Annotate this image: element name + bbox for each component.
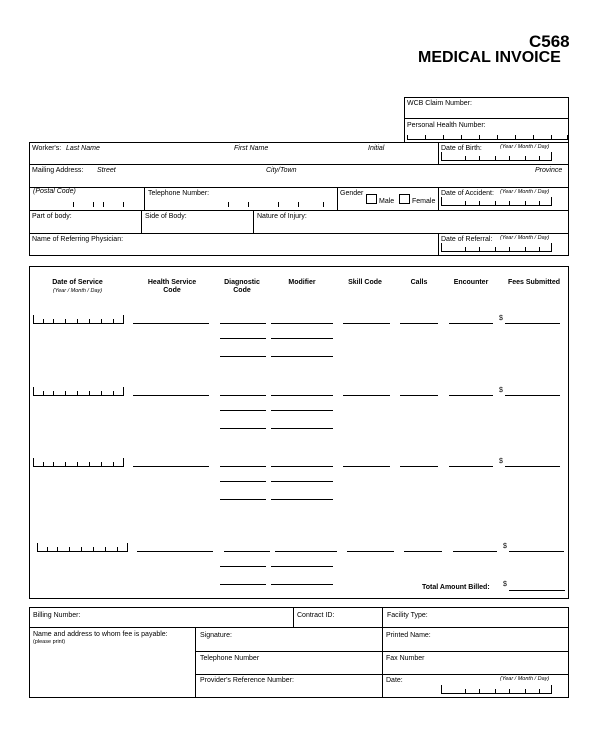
accident-label: Date of Accident: <box>441 190 494 197</box>
modifier-field[interactable] <box>275 551 337 552</box>
service-date-tick <box>65 319 66 324</box>
postal-tick <box>103 202 104 207</box>
health-service-code-field[interactable] <box>133 466 209 467</box>
nature-injury-label: Nature of Injury: <box>257 213 307 220</box>
header-skill-code: Skill Code <box>348 279 382 286</box>
bottom-date-tick <box>509 689 510 694</box>
bottom-date-tick <box>479 689 480 694</box>
service-date-tick <box>101 319 102 324</box>
male-label: Male <box>379 198 395 205</box>
service-date-tick <box>43 462 44 467</box>
diagnostic-code-extra-field[interactable] <box>220 428 266 429</box>
service-date-tick <box>101 391 102 396</box>
city-label: City/Town <box>266 167 297 174</box>
phn-tick <box>551 135 552 140</box>
phn-tick <box>461 135 462 140</box>
total-amount-field[interactable] <box>509 590 565 591</box>
skill-code-field[interactable] <box>343 395 390 396</box>
referral-tick <box>525 247 526 252</box>
telephone-tick <box>278 202 279 207</box>
contract-label: Contract ID: <box>297 612 335 619</box>
payee-label: Name and address to whom fee is payable: <box>33 631 168 638</box>
phn-tick <box>567 135 568 140</box>
wcb-claim-label: WCB Claim Number: <box>407 100 472 107</box>
header-fees-submitted: Fees Submitted <box>507 279 561 286</box>
service-date-tick <box>123 458 124 467</box>
fee-submitted-field[interactable] <box>509 551 564 552</box>
phn-label: Personal Health Number: <box>407 122 486 129</box>
dob-tick <box>441 152 442 161</box>
modifier-extra-field[interactable] <box>271 356 333 357</box>
service-date-tick <box>89 319 90 324</box>
modifier-field[interactable] <box>271 395 333 396</box>
service-date-tick <box>43 319 44 324</box>
service-date-tick <box>57 547 58 552</box>
calls-field[interactable] <box>400 323 438 324</box>
diagnostic-code-extra-field[interactable] <box>220 584 266 585</box>
telephone-label: Telephone Number: <box>148 190 210 197</box>
bottom-date-format: (Year / Month / Day) <box>500 676 550 682</box>
service-date-tick <box>43 391 44 396</box>
service-date-tick <box>33 458 34 467</box>
street-label: Street <box>97 167 116 174</box>
date-label: Date: <box>386 677 403 684</box>
calls-field[interactable] <box>400 466 438 467</box>
bottom-date-tick <box>465 689 466 694</box>
phn-tick <box>407 135 408 140</box>
service-date-field[interactable] <box>33 395 123 396</box>
diagnostic-code-extra-field[interactable] <box>220 481 266 482</box>
gender-label: Gender <box>340 190 364 197</box>
service-date-tick <box>65 462 66 467</box>
dob-tick <box>479 156 480 161</box>
billing-label: Billing Number: <box>33 612 81 619</box>
bottom-date-tick <box>525 689 526 694</box>
postal-label: (Postal Code) <box>33 188 76 195</box>
diagnostic-code-extra-field[interactable] <box>220 410 266 411</box>
accident-tick <box>551 197 552 206</box>
diagnostic-code-extra-field[interactable] <box>220 356 266 357</box>
phn-tick <box>425 135 426 140</box>
bottom-date-tick <box>551 685 552 694</box>
accident-tick <box>479 201 480 206</box>
diagnostic-code-field[interactable] <box>224 551 270 552</box>
modifier-extra-field[interactable] <box>271 584 333 585</box>
dob-tick <box>525 156 526 161</box>
service-date-tick <box>53 391 54 396</box>
accident-format: (Year / Month / Day) <box>500 189 550 195</box>
diagnostic-code-extra-field[interactable] <box>220 566 266 567</box>
encounter-field[interactable] <box>449 323 493 324</box>
part-body-label: Part of body: <box>32 213 72 220</box>
phn-tick <box>533 135 534 140</box>
phn-tick <box>515 135 516 140</box>
telephone-tick <box>323 202 324 207</box>
modifier-extra-field[interactable] <box>271 410 333 411</box>
header-date-of-service: Date of Service (Year / Month / Day) <box>52 279 103 295</box>
dob-tick <box>509 156 510 161</box>
skill-code-field[interactable] <box>343 323 390 324</box>
signature-label: Signature: <box>200 632 232 639</box>
referral-tick <box>539 247 540 252</box>
encounter-field[interactable] <box>449 395 493 396</box>
bottom-telephone-label: Telephone Number <box>200 655 260 662</box>
health-service-code-field[interactable] <box>133 323 209 324</box>
service-date-tick <box>123 315 124 324</box>
accident-tick <box>509 201 510 206</box>
male-checkbox[interactable] <box>366 194 377 204</box>
bottom-date-tick <box>495 689 496 694</box>
phn-entry-field[interactable] <box>407 139 567 140</box>
bottom-date-tick <box>539 689 540 694</box>
service-date-tick <box>117 547 118 552</box>
postal-tick <box>93 202 94 207</box>
accident-field[interactable] <box>441 205 551 206</box>
facility-label: Facility Type: <box>387 612 428 619</box>
diagnostic-code-field[interactable] <box>220 466 266 467</box>
service-date-tick <box>105 547 106 552</box>
modifier-field[interactable] <box>271 323 333 324</box>
service-date-tick <box>89 391 90 396</box>
telephone-tick <box>228 202 229 207</box>
service-date-tick <box>53 319 54 324</box>
service-date-tick <box>47 547 48 552</box>
service-date-tick <box>77 462 78 467</box>
modifier-extra-field[interactable] <box>271 566 333 567</box>
referring-label: Name of Referring Physician: <box>32 236 124 243</box>
fee-submitted-field[interactable] <box>505 395 560 396</box>
female-label: Female <box>412 198 436 205</box>
service-date-tick <box>127 543 128 552</box>
billing-box <box>29 607 569 698</box>
referral-tick <box>479 247 480 252</box>
dob-tick <box>495 156 496 161</box>
service-date-tick <box>33 387 34 396</box>
service-date-tick <box>113 391 114 396</box>
service-date-field[interactable] <box>33 323 123 324</box>
form-title: MEDICAL INVOICE <box>418 49 561 66</box>
modifier-extra-field[interactable] <box>271 428 333 429</box>
last-name-label: Last Name <box>66 145 100 152</box>
referral-tick <box>509 247 510 252</box>
service-date-tick <box>93 547 94 552</box>
accident-tick <box>525 201 526 206</box>
dob-tick <box>551 152 552 161</box>
provider-ref-label: Provider's Reference Number: <box>200 677 294 684</box>
postal-tick <box>123 202 124 207</box>
dob-field[interactable] <box>441 160 551 161</box>
diagnostic-code-extra-field[interactable] <box>220 338 266 339</box>
mailing-label: Mailing Address: <box>32 167 84 174</box>
encounter-field[interactable] <box>449 466 493 467</box>
service-date-tick <box>101 462 102 467</box>
service-date-tick <box>113 319 114 324</box>
printed-name-label: Printed Name: <box>386 632 431 639</box>
header-health-service-code: Health Service Code <box>147 279 197 295</box>
header-encounter: Encounter <box>453 279 489 286</box>
service-date-field[interactable] <box>37 551 127 552</box>
referral-tick <box>495 247 496 252</box>
header-calls: Calls <box>410 279 428 286</box>
dob-tick <box>465 156 466 161</box>
fee-submitted-field[interactable] <box>505 466 560 467</box>
service-date-tick <box>89 462 90 467</box>
calls-field[interactable] <box>404 551 442 552</box>
service-date-tick <box>69 547 70 552</box>
phn-tick <box>443 135 444 140</box>
service-date-tick <box>123 387 124 396</box>
fee-dollar-sign: $ <box>499 315 503 322</box>
skill-code-field[interactable] <box>343 466 390 467</box>
service-date-tick <box>65 391 66 396</box>
diagnostic-code-extra-field[interactable] <box>220 499 266 500</box>
header-diagnostic-code: Diagnostic Code <box>224 279 260 295</box>
modifier-extra-field[interactable] <box>271 338 333 339</box>
modifier-extra-field[interactable] <box>271 481 333 482</box>
encounter-field[interactable] <box>453 551 497 552</box>
initial-label: Initial <box>368 145 385 152</box>
header-modifier: Modifier <box>288 279 316 286</box>
referral-tick <box>441 243 442 252</box>
first-name-label: First Name <box>234 145 269 152</box>
referral-field[interactable] <box>441 251 551 252</box>
bottom-date-field[interactable] <box>441 693 551 694</box>
service-date-tick <box>113 462 114 467</box>
fee-dollar-sign: $ <box>499 458 503 465</box>
fee-dollar-sign: $ <box>499 387 503 394</box>
fee-submitted-field[interactable] <box>505 323 560 324</box>
calls-field[interactable] <box>400 395 438 396</box>
fee-dollar-sign: $ <box>503 543 507 550</box>
phn-tick <box>479 135 480 140</box>
accident-tick <box>495 201 496 206</box>
female-checkbox[interactable] <box>399 194 410 204</box>
province-label: Province <box>535 167 563 174</box>
services-box <box>29 266 569 599</box>
postal-tick <box>73 202 74 207</box>
referral-tick <box>465 247 466 252</box>
accident-tick <box>465 201 466 206</box>
service-date-tick <box>81 547 82 552</box>
telephone-tick <box>298 202 299 207</box>
health-service-code-field[interactable] <box>133 395 209 396</box>
accident-tick <box>539 201 540 206</box>
dob-tick <box>539 156 540 161</box>
modifier-field[interactable] <box>271 466 333 467</box>
fax-label: Fax Number <box>386 655 425 662</box>
service-date-tick <box>33 315 34 324</box>
side-body-label: Side of Body: <box>145 213 187 220</box>
dob-label: Date of Birth: <box>441 145 482 152</box>
form-code: C568 <box>529 32 570 51</box>
referral-tick <box>551 243 552 252</box>
bottom-date-tick <box>441 685 442 694</box>
skill-code-field[interactable] <box>347 551 394 552</box>
service-date-tick <box>37 543 38 552</box>
accident-tick <box>441 197 442 206</box>
please-print-label: (please print) <box>33 639 66 645</box>
phn-tick <box>497 135 498 140</box>
telephone-tick <box>248 202 249 207</box>
referral-format: (Year / Month / Day) <box>500 235 550 241</box>
referral-label: Date of Referral: <box>441 236 493 243</box>
diagnostic-code-field[interactable] <box>220 323 266 324</box>
worker-label: Worker's: <box>32 145 62 152</box>
modifier-extra-field[interactable] <box>271 499 333 500</box>
service-date-tick <box>77 391 78 396</box>
service-date-field[interactable] <box>33 466 123 467</box>
dob-format: (Year / Month / Day) <box>500 144 550 150</box>
total-dollar: $ <box>503 581 507 588</box>
total-label: Total Amount Billed: <box>422 584 490 591</box>
service-date-tick <box>53 462 54 467</box>
service-date-tick <box>77 319 78 324</box>
health-service-code-field[interactable] <box>137 551 213 552</box>
diagnostic-code-field[interactable] <box>220 395 266 396</box>
